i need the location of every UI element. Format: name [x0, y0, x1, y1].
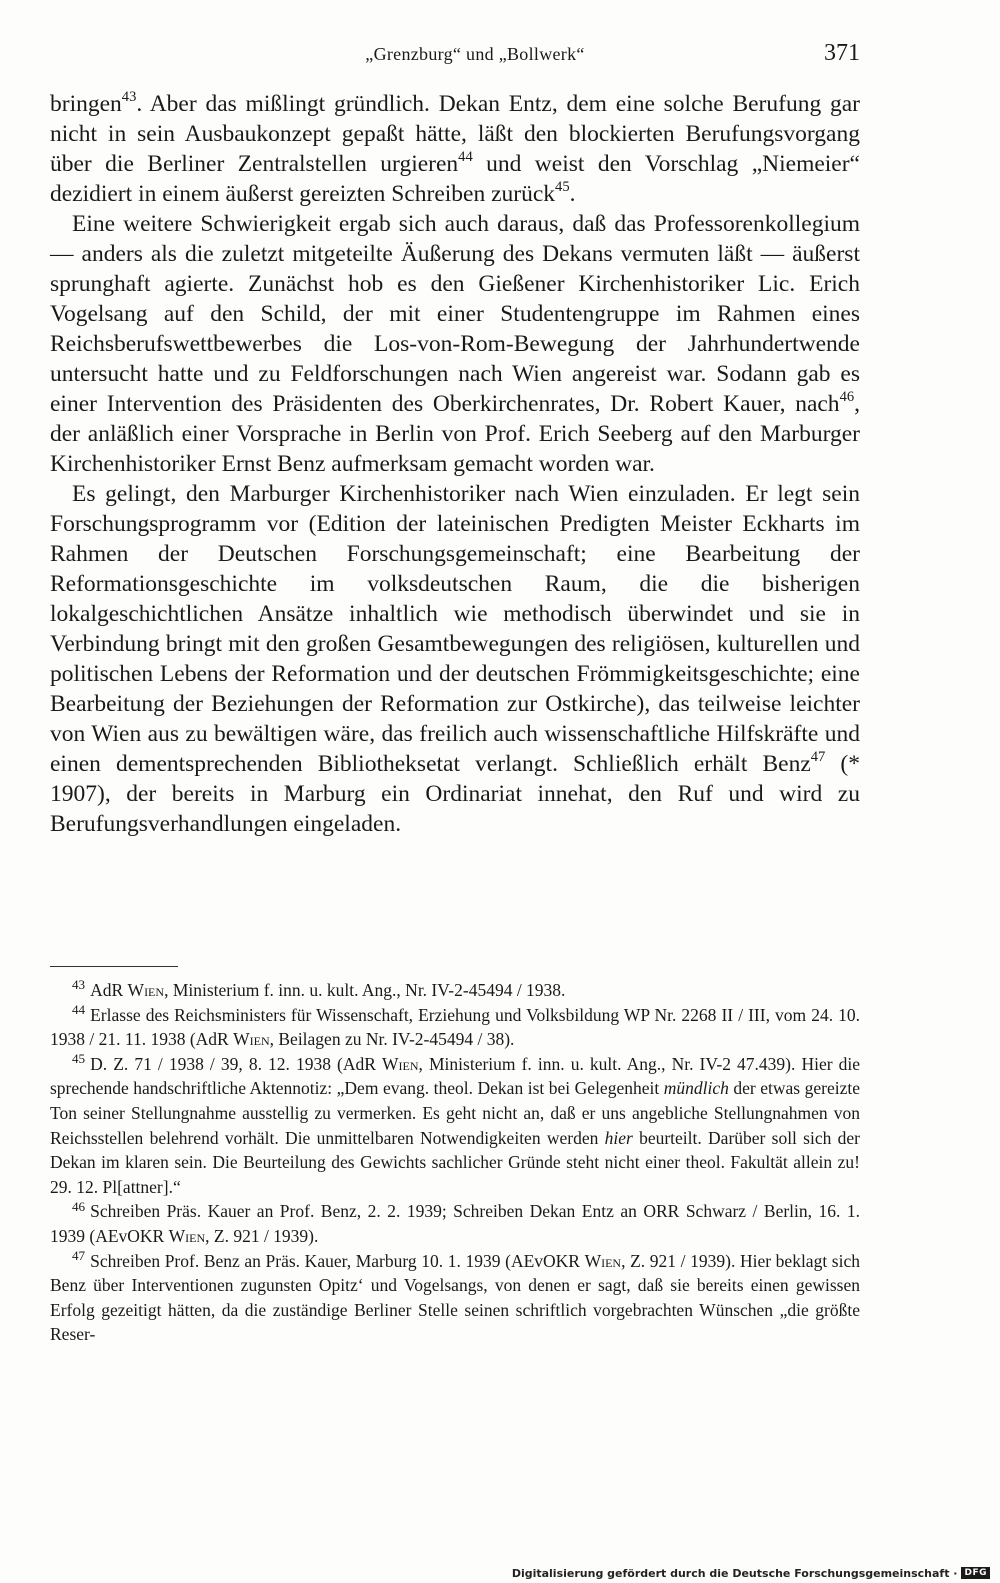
- footnote-reference: 43: [121, 88, 137, 105]
- text-run: . Aber das mißlingt gründlich. Dekan Entz, dem eine solche Berufung gar nicht in sein Ausbaukonzept gepaßt hätte, läßt den blockierten Berufungsvorgang über die Berliner Zentralstellen urgieren: [50, 91, 860, 177]
- text-run: Es gelingt, den Marburger Kirchenhistoriker nach Wien einzuladen. Er legt sein Forschungsprogramm vor (Edition der lateinischen Predigten Meister Eckharts im Rahmen der Deutschen Forschungsgemeinschaft; eine Bearbeitung der Reformationsgeschichte im volksdeutschen Raum, die die bisherigen lokalgeschichtlichen Ansätze inhaltlich wie methodisch überwindet und sie in Verbindung bringt mit den großen Gesamtbewegungen des religiösen, kulturellen und politischen Lebens der Reformation und der deutschen Frömmigkeitsgeschichte; eine Bearbeitung der Beziehungen der Reformation zur Ostkirche), das teilweise leichter von Wien aus zu bewältigen wäre, das freilich auch wissenschaftliche Hilfskräfte und einen dementsprechenden Bibliotheksetat verlangt. Schließlich erhält Benz: [50, 481, 860, 777]
- footnote: [50, 978, 860, 1003]
- page-number: 371: [824, 40, 860, 66]
- footnote: [50, 1199, 860, 1248]
- text-run: und weist den Vorschlag „Niemeier“ dezidiert in einem äußerst gereizten Schreiben zurück: [50, 151, 860, 207]
- text-run: AdR: [90, 980, 128, 1000]
- footnote: [50, 1052, 860, 1200]
- footnote-number: 46: [72, 1198, 86, 1214]
- text-run: D. Z. 71 / 1938 / 39, 8. 12. 1938 (AdR: [90, 1053, 383, 1074]
- text-run: (* 1907), der bereits in Marburg ein Ordinariat innehat, den Ruf und wird zu Berufungsverhandlungen eingeladen.: [50, 751, 861, 837]
- footnote: [50, 1003, 860, 1052]
- footnote-reference: 44: [458, 148, 473, 165]
- footnote-reference: 46: [839, 388, 855, 405]
- text-run: , Ministerium f. inn. u. kult. Ang., Nr. IV-2-45494 / 1938.: [164, 980, 566, 1000]
- text-run: Erlasse des Reichsministers für Wissenschaft, Erziehung und Volksbildung WP Nr. 2268 II / III, vom 24. 10. 1938 / 21. 11. 1938 (AdR: [50, 1004, 860, 1050]
- italic-text: hier: [604, 1127, 633, 1148]
- text-run: Eine weitere Schwierigkeit ergab sich auch daraus, daß das Professorenkollegium — anders als die zuletzt mitgeteilte Äußerung des Dekans vermuten läßt — äußerst sprunghaft agierte. Zunächst hob es den Gießener Kirchenhistoriker Lic. Erich Vogelsang auf den Schild, der mit einer Studentengruppe im Rahmen eines Reichsberufswettbewerbes die Los-von-Rom-Bewegung der Jahrhundertwende untersucht hatte und zu Feldforschungen nach Wien angereist war. Sodann gab es einer Intervention des Präsidenten des Oberkirchenrates, Dr. Robert Kauer, nach: [50, 211, 860, 417]
- text-run: Schreiben Präs. Kauer an Prof. Benz, 2. 2. 1939; Schreiben Dekan Entz an ORR Schwarz / Berlin, 16. 1. 1939 (AEvOKR: [50, 1201, 860, 1246]
- footnote-number: 45: [72, 1050, 86, 1066]
- text-run: .: [569, 181, 576, 207]
- text-run: , Ministerium f. inn. u. kult. Ang., Nr. IV-2 47.439). Hier die sprechende handschriftliche Aktennotiz: „Dem evang. theol. Dekan ist bei Gelegenheit: [50, 1053, 860, 1099]
- body-paragraph: [50, 89, 860, 209]
- small-caps-text: Wien: [168, 1225, 206, 1246]
- footnote-number: 44: [72, 1001, 86, 1017]
- footnotes: [50, 978, 860, 1347]
- text-run: beurteilt. Darüber soll sich der Dekan im klaren sein. Die Beurteilung des Gewichts sachlicher Gründe steht nicht einer theol. Fakultät allein zu! 29. 12. Pl[attner].“: [50, 1127, 860, 1197]
- credit-text: Digitalisierung gefördert durch die Deutsche Forschungsgemeinschaft ·: [511, 1566, 958, 1580]
- footnote-number: 47: [72, 1247, 86, 1263]
- footnote-reference: 45: [555, 178, 570, 195]
- small-caps-text: Wien: [127, 980, 165, 1000]
- digitization-credit: [512, 1565, 990, 1581]
- text-run: , der anläßlich einer Vorsprache in Berlin von Prof. Erich Seeberg auf den Marburger Kirchenhistoriker Ernst Benz aufmerksam gemacht worden war.: [50, 391, 860, 477]
- footnote-reference: 47: [810, 748, 826, 765]
- footnote-number: 43: [72, 977, 86, 993]
- main-text: [50, 89, 860, 839]
- small-caps-text: Wien: [233, 1029, 270, 1050]
- text-run: , Beilagen zu Nr. IV-2-45494 / 38).: [269, 1029, 515, 1050]
- text-run: , Z. 921 / 1939).: [205, 1225, 319, 1246]
- footnote-divider: [50, 966, 178, 967]
- dfg-logo: DFG: [961, 1567, 990, 1579]
- body-paragraph: [50, 479, 860, 839]
- running-title: „Grenzburg“ und „Bollwerk“: [365, 44, 585, 64]
- running-head: [50, 40, 860, 74]
- small-caps-text: Wien: [382, 1053, 419, 1074]
- footnote: [50, 1249, 860, 1347]
- small-caps-text: Wien: [584, 1250, 622, 1271]
- body-paragraph: [50, 209, 860, 479]
- italic-text: mündlich: [663, 1078, 729, 1099]
- text-run: , Z. 921 / 1939). Hier beklagt sich Benz über Interventionen zugunsten Opitz‘ und Vogelsangs, von denen er sagt, daß sie bereits einen gewissen Erfolg gezeitigt hätten, da die zuständige Berliner Stelle seinen schriftlich vorgebrachten Wünschen „die größte Reser-: [50, 1250, 860, 1345]
- text-run: Schreiben Prof. Benz an Präs. Kauer, Marburg 10. 1. 1939 (AEvOKR: [90, 1250, 585, 1271]
- text-run: der etwas gereizte Ton seiner Stellungnahme ausstellig zu vermerken. Es geht nicht an, daß er uns angebliche Stellungnahmen von Reichsstellen belehrend vorhält. Die unmittelbaren Notwendigkeiten werden: [50, 1078, 860, 1148]
- text-run: bringen: [50, 91, 122, 117]
